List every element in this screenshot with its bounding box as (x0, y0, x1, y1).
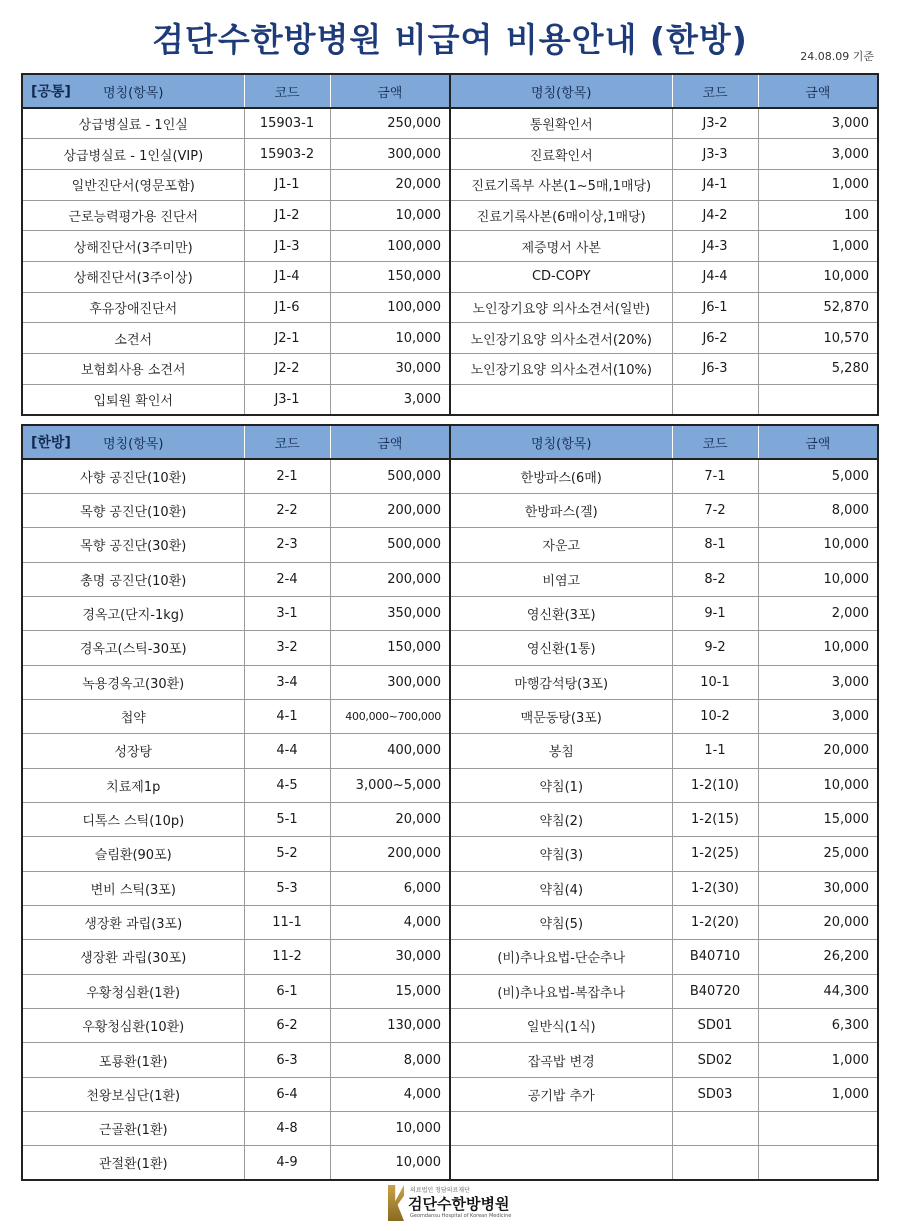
right-name-cell: 한방파스(6매) (450, 459, 672, 493)
left-name-cell: 후유장애진단서 (22, 292, 244, 323)
table-row (22, 139, 878, 170)
right-code-cell: B40710 (672, 940, 758, 974)
right-name-cell: 약침(3) (450, 837, 672, 871)
right-amount-cell: 6,300 (758, 1009, 878, 1043)
date-note: 24.08.09 기준 (800, 50, 874, 63)
left-name-cell: 우황청심환(10환) (22, 1009, 244, 1043)
right-code-cell (672, 384, 758, 415)
left-name-cell: 생장환 과립(3포) (22, 905, 244, 939)
page-title: 검단수한방병원 비급여 비용안내 (한방) (152, 20, 748, 59)
right-name-cell: (비)추나요법-단순추나 (450, 940, 672, 974)
left-amount-cell: 500,000 (330, 528, 450, 562)
left-code-cell: 15903-2 (244, 139, 330, 170)
right-code-cell: 1-2(30) (672, 871, 758, 905)
left-name-cell: 목향 공진단(30환) (22, 528, 244, 562)
right-name-cell: 비염고 (450, 562, 672, 596)
right-name-cell: 봉침 (450, 734, 672, 768)
table-row (22, 1009, 878, 1043)
right-code-cell: SD03 (672, 1077, 758, 1111)
left-code-cell: 4-1 (244, 699, 330, 733)
table-row (22, 596, 878, 630)
logo-k-icon (388, 1185, 404, 1221)
left-name-cell: 생장환 과립(30포) (22, 940, 244, 974)
right-amount-cell: 44,300 (758, 974, 878, 1008)
left-name-cell: 소견서 (22, 323, 244, 354)
left-name-cell: 관절환(1환) (22, 1146, 244, 1180)
right-code-cell: J4-1 (672, 169, 758, 200)
table-row (22, 631, 878, 665)
table-row (22, 665, 878, 699)
left-name-cell: 상급병실료 - 1인실 (22, 108, 244, 139)
right-amount-cell: 1,000 (758, 231, 878, 262)
right-code-cell: J6-3 (672, 354, 758, 385)
left-code-cell: 11-2 (244, 940, 330, 974)
header-amount: 금액 (758, 74, 878, 108)
right-code-cell: J3-3 (672, 139, 758, 170)
left-amount-cell: 15,000 (330, 974, 450, 1008)
right-name-cell: 약침(4) (450, 871, 672, 905)
left-amount-cell: 500,000 (330, 459, 450, 493)
header-amount: 금액 (330, 74, 450, 108)
left-amount-cell: 300,000 (330, 139, 450, 170)
table-row (22, 562, 878, 596)
left-code-cell: 3-2 (244, 631, 330, 665)
header-name: 명칭(항목) (450, 74, 672, 108)
right-code-cell: 7-1 (672, 459, 758, 493)
left-amount-cell: 100,000 (330, 292, 450, 323)
right-amount-cell (758, 1112, 878, 1146)
right-code-cell (672, 1112, 758, 1146)
right-amount-cell: 3,000 (758, 108, 878, 139)
right-code-cell: 10-1 (672, 665, 758, 699)
left-amount-cell: 4,000 (330, 905, 450, 939)
right-name-cell: 영신환(1통) (450, 631, 672, 665)
header-name: [공통] 명칭(항목) (22, 74, 244, 108)
table-row (22, 354, 878, 385)
right-name-cell (450, 1146, 672, 1180)
right-name-cell: 잡곡밥 변경 (450, 1043, 672, 1077)
left-amount-cell: 20,000 (330, 169, 450, 200)
right-name-cell: 맥문동탕(3포) (450, 699, 672, 733)
right-amount-cell: 100 (758, 200, 878, 231)
table-row (22, 905, 878, 939)
right-name-cell: 통원확인서 (450, 108, 672, 139)
right-name-cell: 자운고 (450, 528, 672, 562)
right-code-cell: J4-2 (672, 200, 758, 231)
right-code-cell: J3-2 (672, 108, 758, 139)
right-amount-cell: 10,000 (758, 562, 878, 596)
header-code: 코드 (244, 425, 330, 459)
right-name-cell (450, 1112, 672, 1146)
right-code-cell: 1-2(10) (672, 768, 758, 802)
table-row (22, 802, 878, 836)
right-amount-cell: 1,000 (758, 169, 878, 200)
right-amount-cell: 25,000 (758, 837, 878, 871)
left-name-cell: 치료제1p (22, 768, 244, 802)
left-name-cell: 우황청심환(1환) (22, 974, 244, 1008)
left-amount-cell: 10,000 (330, 200, 450, 231)
left-amount-cell: 10,000 (330, 1146, 450, 1180)
left-name-cell: 사향 공진단(10환) (22, 459, 244, 493)
left-amount-cell: 6,000 (330, 871, 450, 905)
right-name-cell: 진료확인서 (450, 139, 672, 170)
left-code-cell: 6-3 (244, 1043, 330, 1077)
left-name-cell: 입퇴원 확인서 (22, 384, 244, 415)
right-amount-cell: 52,870 (758, 292, 878, 323)
table-header-row (22, 74, 878, 108)
right-code-cell: J6-1 (672, 292, 758, 323)
right-name-cell (450, 384, 672, 415)
left-amount-cell: 30,000 (330, 354, 450, 385)
table-header-row (22, 425, 878, 459)
header-name: [한방] 명칭(항목) (22, 425, 244, 459)
left-code-cell: 2-2 (244, 493, 330, 527)
left-name-cell: 보험회사용 소견서 (22, 354, 244, 385)
table-row (22, 169, 878, 200)
left-name-cell: 첩약 (22, 699, 244, 733)
left-name-cell: 슬림환(90포) (22, 837, 244, 871)
left-name-cell: 경옥고(단지-1kg) (22, 596, 244, 630)
right-amount-cell: 1,000 (758, 1077, 878, 1111)
right-code-cell: 8-1 (672, 528, 758, 562)
right-code-cell: 8-2 (672, 562, 758, 596)
table-row (22, 734, 878, 768)
left-amount-cell: 150,000 (330, 631, 450, 665)
right-name-cell: CD-COPY (450, 261, 672, 292)
right-amount-cell: 26,200 (758, 940, 878, 974)
header-name: 명칭(항목) (450, 425, 672, 459)
left-name-cell: 천왕보심단(1환) (22, 1077, 244, 1111)
left-code-cell: J1-3 (244, 231, 330, 262)
left-amount-cell: 300,000 (330, 665, 450, 699)
header-code: 코드 (672, 425, 758, 459)
left-code-cell: J1-1 (244, 169, 330, 200)
left-code-cell: 3-4 (244, 665, 330, 699)
hanbang-fee-table (21, 424, 879, 1181)
right-code-cell: 10-2 (672, 699, 758, 733)
section-label-hanbang: [한방] (31, 435, 71, 451)
right-amount-cell: 3,000 (758, 139, 878, 170)
right-amount-cell: 10,000 (758, 261, 878, 292)
right-code-cell: 7-2 (672, 493, 758, 527)
right-amount-cell: 20,000 (758, 905, 878, 939)
right-name-cell: 마행감석탕(3포) (450, 665, 672, 699)
table-row (22, 1043, 878, 1077)
right-name-cell: 진료기록부 사본(1~5매,1매당) (450, 169, 672, 200)
left-code-cell: 4-5 (244, 768, 330, 802)
left-code-cell: J2-2 (244, 354, 330, 385)
right-name-cell: (비)추나요법-복잡추나 (450, 974, 672, 1008)
right-name-cell: 약침(1) (450, 768, 672, 802)
left-code-cell: 6-2 (244, 1009, 330, 1043)
table-row (22, 940, 878, 974)
left-code-cell: 2-4 (244, 562, 330, 596)
left-code-cell: 2-3 (244, 528, 330, 562)
table-row (22, 231, 878, 262)
left-code-cell: J1-6 (244, 292, 330, 323)
table-row (22, 768, 878, 802)
right-amount-cell: 10,000 (758, 631, 878, 665)
left-amount-cell: 200,000 (330, 837, 450, 871)
table-row (22, 493, 878, 527)
right-amount-cell: 10,570 (758, 323, 878, 354)
right-code-cell (672, 1146, 758, 1180)
table-row (22, 837, 878, 871)
right-name-cell: 진료기록사본(6매이상,1매당) (450, 200, 672, 231)
hospital-logo (388, 1185, 518, 1225)
left-name-cell: 목향 공진단(10환) (22, 493, 244, 527)
left-name-cell: 변비 스틱(3포) (22, 871, 244, 905)
table-row (22, 528, 878, 562)
logo-english: Geomdansu Hospital of Korean Medicine (410, 1213, 512, 1219)
left-amount-cell: 350,000 (330, 596, 450, 630)
table-row (22, 699, 878, 733)
left-amount-cell: 20,000 (330, 802, 450, 836)
left-name-cell: 총명 공진단(10환) (22, 562, 244, 596)
left-amount-cell: 8,000 (330, 1043, 450, 1077)
table-row (22, 108, 878, 139)
right-code-cell: B40720 (672, 974, 758, 1008)
left-amount-cell: 130,000 (330, 1009, 450, 1043)
left-code-cell: 5-2 (244, 837, 330, 871)
left-amount-cell: 200,000 (330, 562, 450, 596)
right-amount-cell: 10,000 (758, 528, 878, 562)
left-name-cell: 포룡환(1환) (22, 1043, 244, 1077)
left-name-cell: 상해진단서(3주이상) (22, 261, 244, 292)
left-code-cell: 2-1 (244, 459, 330, 493)
table-row (22, 1077, 878, 1111)
right-name-cell: 영신환(3포) (450, 596, 672, 630)
left-amount-cell: 10,000 (330, 323, 450, 354)
left-amount-cell: 4,000 (330, 1077, 450, 1111)
right-code-cell: 9-2 (672, 631, 758, 665)
left-amount-cell: 150,000 (330, 261, 450, 292)
right-name-cell: 공기밥 추가 (450, 1077, 672, 1111)
right-amount-cell: 8,000 (758, 493, 878, 527)
right-amount-cell: 10,000 (758, 768, 878, 802)
table-row (22, 261, 878, 292)
right-amount-cell: 2,000 (758, 596, 878, 630)
left-name-cell: 일반진단서(영문포함) (22, 169, 244, 200)
table-row (22, 459, 878, 493)
section-label-common: [공통] (31, 84, 71, 100)
left-code-cell: J1-2 (244, 200, 330, 231)
left-code-cell: 4-8 (244, 1112, 330, 1146)
right-name-cell: 약침(5) (450, 905, 672, 939)
left-code-cell: 6-4 (244, 1077, 330, 1111)
right-name-cell: 한방파스(겔) (450, 493, 672, 527)
right-amount-cell (758, 384, 878, 415)
left-code-cell: 11-1 (244, 905, 330, 939)
table-row (22, 384, 878, 415)
left-name-cell: 상해진단서(3주미만) (22, 231, 244, 262)
left-amount-cell: 3,000 (330, 384, 450, 415)
right-amount-cell: 3,000 (758, 665, 878, 699)
table-row (22, 871, 878, 905)
right-amount-cell: 5,280 (758, 354, 878, 385)
table-row (22, 974, 878, 1008)
right-amount-cell: 3,000 (758, 699, 878, 733)
right-amount-cell: 30,000 (758, 871, 878, 905)
right-name-cell: 제증명서 사본 (450, 231, 672, 262)
left-name-cell: 상급병실료 - 1인실(VIP) (22, 139, 244, 170)
left-code-cell: 4-9 (244, 1146, 330, 1180)
right-code-cell: 1-2(15) (672, 802, 758, 836)
header-amount: 금액 (758, 425, 878, 459)
left-code-cell: 15903-1 (244, 108, 330, 139)
header-code: 코드 (244, 74, 330, 108)
left-name-cell: 근골환(1환) (22, 1112, 244, 1146)
right-amount-cell: 15,000 (758, 802, 878, 836)
left-amount-cell: 10,000 (330, 1112, 450, 1146)
left-name-cell: 녹용경옥고(30환) (22, 665, 244, 699)
table-row (22, 292, 878, 323)
right-name-cell: 노인장기요양 의사소견서(일반) (450, 292, 672, 323)
left-name-cell: 성장탕 (22, 734, 244, 768)
left-code-cell: 5-3 (244, 871, 330, 905)
left-code-cell: 5-1 (244, 802, 330, 836)
right-code-cell: J4-4 (672, 261, 758, 292)
right-code-cell: SD02 (672, 1043, 758, 1077)
table-row (22, 1146, 878, 1180)
header-amount: 금액 (330, 425, 450, 459)
left-code-cell: J3-1 (244, 384, 330, 415)
right-amount-cell: 5,000 (758, 459, 878, 493)
table-row (22, 200, 878, 231)
left-name-cell: 경옥고(스틱-30포) (22, 631, 244, 665)
left-amount-cell: 400,000 (330, 734, 450, 768)
left-code-cell: 3-1 (244, 596, 330, 630)
left-name-cell: 디톡스 스틱(10p) (22, 802, 244, 836)
right-amount-cell: 20,000 (758, 734, 878, 768)
logo-subtitle: 의료법인 청담의료재단 (410, 1187, 470, 1194)
left-code-cell: 4-4 (244, 734, 330, 768)
right-name-cell: 노인장기요양 의사소견서(20%) (450, 323, 672, 354)
left-name-cell: 근로능력평가용 진단서 (22, 200, 244, 231)
right-amount-cell (758, 1146, 878, 1180)
left-amount-cell: 30,000 (330, 940, 450, 974)
left-amount-cell: 100,000 (330, 231, 450, 262)
right-name-cell: 일반식(1식) (450, 1009, 672, 1043)
left-code-cell: J2-1 (244, 323, 330, 354)
left-code-cell: J1-4 (244, 261, 330, 292)
right-code-cell: 1-2(25) (672, 837, 758, 871)
left-amount-cell: 250,000 (330, 108, 450, 139)
left-amount-cell: 3,000~5,000 (330, 768, 450, 802)
table-row (22, 323, 878, 354)
right-name-cell: 약침(2) (450, 802, 672, 836)
right-code-cell: SD01 (672, 1009, 758, 1043)
left-amount-cell: 200,000 (330, 493, 450, 527)
right-code-cell: 1-1 (672, 734, 758, 768)
logo-name: 검단수한방병원 (408, 1195, 510, 1213)
common-fee-table (21, 73, 879, 416)
table-row (22, 1112, 878, 1146)
left-code-cell: 6-1 (244, 974, 330, 1008)
right-amount-cell: 1,000 (758, 1043, 878, 1077)
right-code-cell: 9-1 (672, 596, 758, 630)
left-amount-cell: 400,000~700,000 (330, 699, 450, 733)
right-name-cell: 노인장기요양 의사소견서(10%) (450, 354, 672, 385)
right-code-cell: J6-2 (672, 323, 758, 354)
header-code: 코드 (672, 74, 758, 108)
right-code-cell: J4-3 (672, 231, 758, 262)
right-code-cell: 1-2(20) (672, 905, 758, 939)
